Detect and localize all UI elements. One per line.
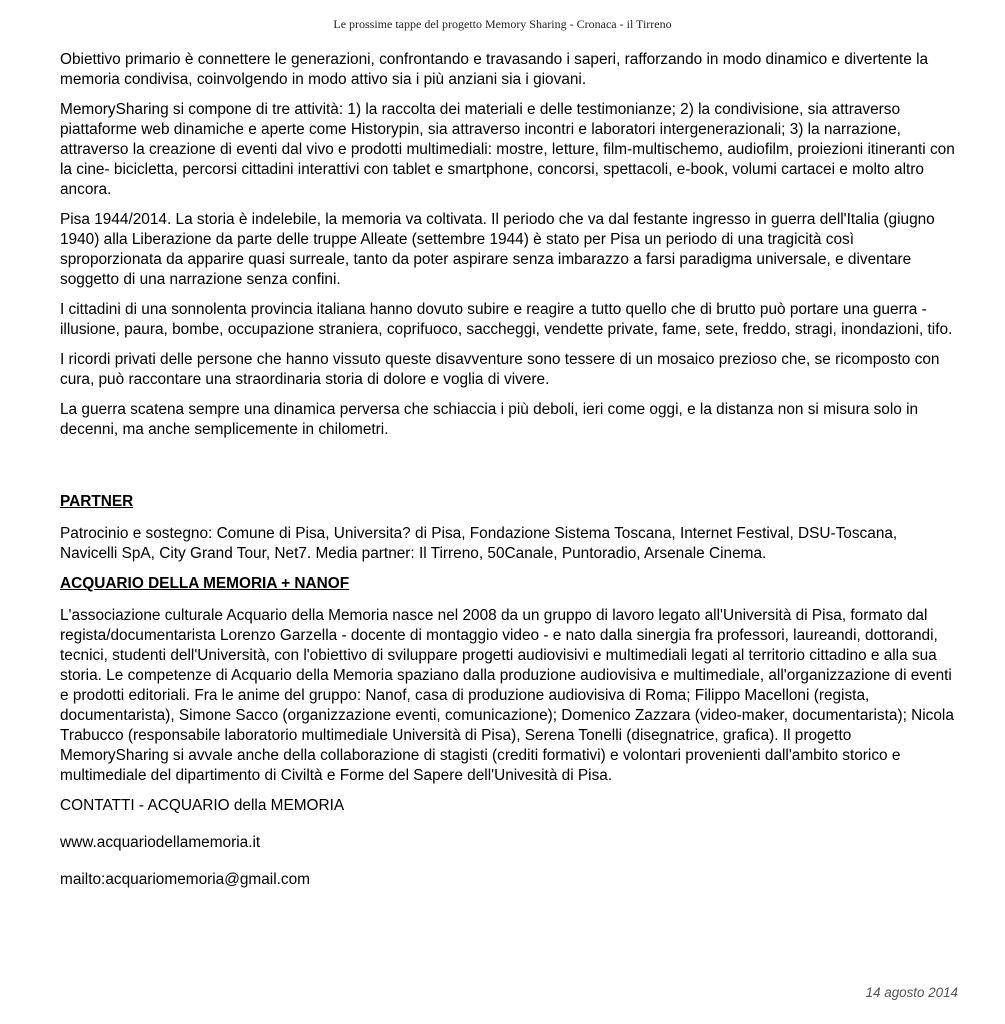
paragraph-memories: I ricordi privati delle persone che hanno vissuto queste disavventure sono tessere di un mosaico prezioso che, se ricomposto con cura, può raccontare una straordinaria storia di dolore e voglia di vivere. <box>60 351 940 388</box>
section-spacer <box>60 450 955 492</box>
email-link[interactable]: mailto:acquariomemoria@gmail.com <box>60 871 310 888</box>
paragraph-pisa-history: Pisa 1944/2014. La storia è indelebile, la memoria va coltivata. Il periodo che va dal festante ingresso in guerra dell'Italia (giugno 1940) alla Liberazione da parte delle truppe Alleate (settembre 1944) è stato per Pisa un periodo di una tragicità così sproporzionata da apparire quasi surreale, tanto da poter aspirare senza imbarazzo a farsi paradigma universale, e diventare soggetto di una narrazione senza confini. <box>60 211 935 288</box>
paragraph-citizens: I cittadini di una sonnolenta provincia italiana hanno dovuto subire e reagire a tutto quello che di brutto può portare una guerra - illusione, paura, bombe, occupazione straniera, coprifuoco, saccheggi, vendette private, fame, sete, freddo, stragi, inondazioni, tifo. <box>60 301 953 338</box>
paragraph-war: La guerra scatena sempre una dinamica perversa che schiaccia i più deboli, ieri come oggi, e la distanza non si misura solo in decenni, ma anche semplicemente in chilometri. <box>60 401 919 438</box>
publication-date: 14 agosto 2014 <box>865 985 958 1000</box>
acquario-heading: ACQUARIO DELLA MEMORIA + NANOF <box>60 575 350 592</box>
acquario-text: L'associazione culturale Acquario della Memoria nasce nel 2008 da un gruppo di lavoro legato all'Università di Pisa, formato dal regista/documentarista Lorenzo Garzella - docente di montaggio video - e nato dalla sinergia fra professori, laureandi, dottorandi, tecnici, studenti dell'Università, con l'obiettivo di sviluppare progetti audiovisivi e multimediali legati al territorio cittadino e alla sua storia. Le competenze di Acquario della Memoria spaziano dalla produzione audiovisiva e multimediale, all'organizzazione di eventi e prodotti editoriali. Fra le anime del gruppo: Nanof, casa di produzione audiovisiva di Roma; Filippo Macelloni (regista, documentarista), Simone Sacco (organizzazione eventi, comunicazione); Domenico Zazzara (video-maker, documentarista); Nicola Trabucco (responsabile laboratorio multimediale Università di Pisa), Serena Tonelli (disegnatrice, grafica). Il progetto MemorySharing si avvale anche della collaborazione di stagisti (crediti formativi) e volontari provenienti dall'ambito storico e multimediale del dipartimento di Civiltà e Forme del Sapere dell'Univesità di Pisa. <box>60 607 954 784</box>
partner-text: Patrocinio e sostegno: Comune di Pisa, Universita? di Pisa, Fondazione Sistema Toscana, Internet Festival, DSU-Toscana, Navicelli SpA, City Grand Tour, Net7. Media partner: Il Tirreno, 50Canale, Puntoradio, Arsenale Cinema. <box>60 525 898 562</box>
article-body <box>60 50 955 907</box>
contacts-title: CONTATTI - ACQUARIO della MEMORIA <box>60 797 345 814</box>
paragraph-activities: MemorySharing si compone di tre attività: 1) la raccolta dei materiali e delle testimonianze; 2) la condivisione, sia attraverso piattaforme web dinamiche e aperte come Historypin, sia attraverso incontri e laboratori intergenerazionali; 3) la narrazione, attraverso la creazione di eventi dal vivo e prodotti multimediali: mostre, letture, film-multischemo, audiofilm, proiezioni itineranti con la cine- bicicletta, percorsi cittadini interattivi con tablet e smartphone, concorsi, spettacoli, e-book, volumi cartacei e molto altro ancora. <box>60 101 955 198</box>
website-link[interactable]: www.acquariodellamemoria.it <box>60 834 261 851</box>
partner-heading: PARTNER <box>60 493 134 510</box>
running-header-title: Le prossime tappe del progetto Memory Sharing - Cronaca - il Tirreno <box>333 17 672 31</box>
paragraph-objective: Obiettivo primario è connettere le generazioni, confrontando e travasando i saperi, rafforzando in modo dinamico e divertente la memoria condivisa, coinvolgendo in modo attivo sia i più anziani sia i giovani. <box>60 51 929 88</box>
